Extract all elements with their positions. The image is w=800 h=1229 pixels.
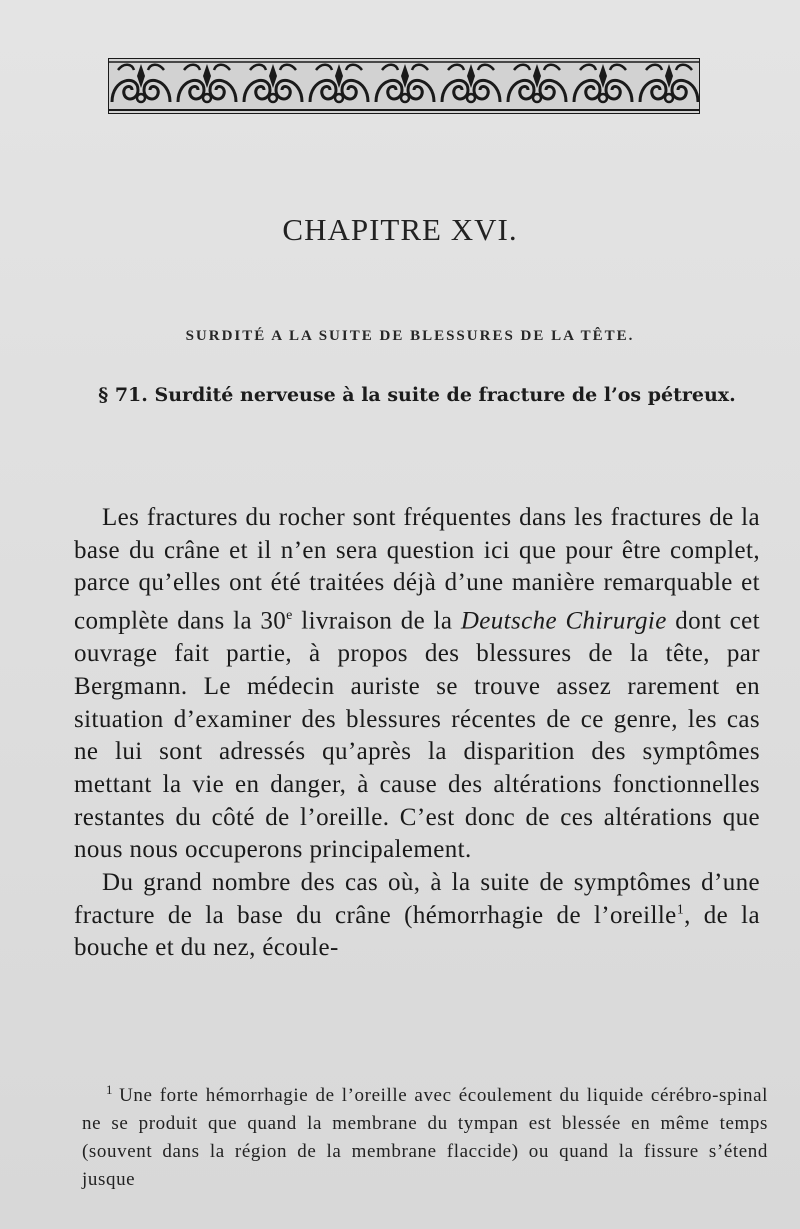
footnote [82,1082,768,1194]
paragraph-2-text-b: , de la bouche et du nez, écoule- [74,901,760,962]
paragraph-2-text-a: Du grand nombre des cas où, à la suite de symptômes d’une fracture de la base du crâne (hémorrhagie de l’oreille [74,869,760,929]
paragraph-1-text-a: Les fractures du rocher sont fréquentes dans les fractures de la base du crâne et il n’en sera question ici que pour être complet, parce qu’elles ont été traitées déjà d’une manière remarquable et complète dans la 30 [74,504,760,635]
paragraph-1-text-c: dont cet ouvrage fait partie, à propos des blessures de la tête, par Bergmann. Le médecin auriste se trouve assez rarement en situation d’examiner des blessures récentes de ce genre, les cas ne lui sont adressés qu’après la disparition des symptômes mettant la vie en danger, à cause des altérations fonctionnelles restantes du côté de l’oreille. C’est donc de ces altérations que nous nous occuperons principalement. [74,607,760,864]
footnote-reference[interactable]: 1 [676,902,685,918]
footnote-text: Une forte hémorrhagie de l’oreille avec écoulement du liquide cérébro-spinal ne se produit que quand la membrane du tympan est blessée en même temps (souvent dans la région de la membrane flaccide) ou quand la fissure s’étend jusque [82,1085,768,1190]
paragraph-1-text-b: livraison de la [292,607,461,635]
paragraph-1 [74,502,760,867]
journal-title: Deutsche Chirurgie [460,607,667,635]
chapter-subtitle: SURDITÉ A LA SUITE DE BLESSURES DE LA TÊTE. [185,328,635,344]
decorative-header-ornament [108,58,700,114]
paragraph-2 [74,867,760,965]
body-text [74,502,760,965]
chapter-title: CHAPITRE XVI. [282,212,518,247]
footnote-number: 1 [106,1081,114,1097]
section-heading: § 71. Surdité nerveuse à la suite de fracture de l’os pétreux. [98,384,736,406]
footnote-paragraph [82,1082,768,1194]
ordinal-superscript: e [286,608,293,624]
